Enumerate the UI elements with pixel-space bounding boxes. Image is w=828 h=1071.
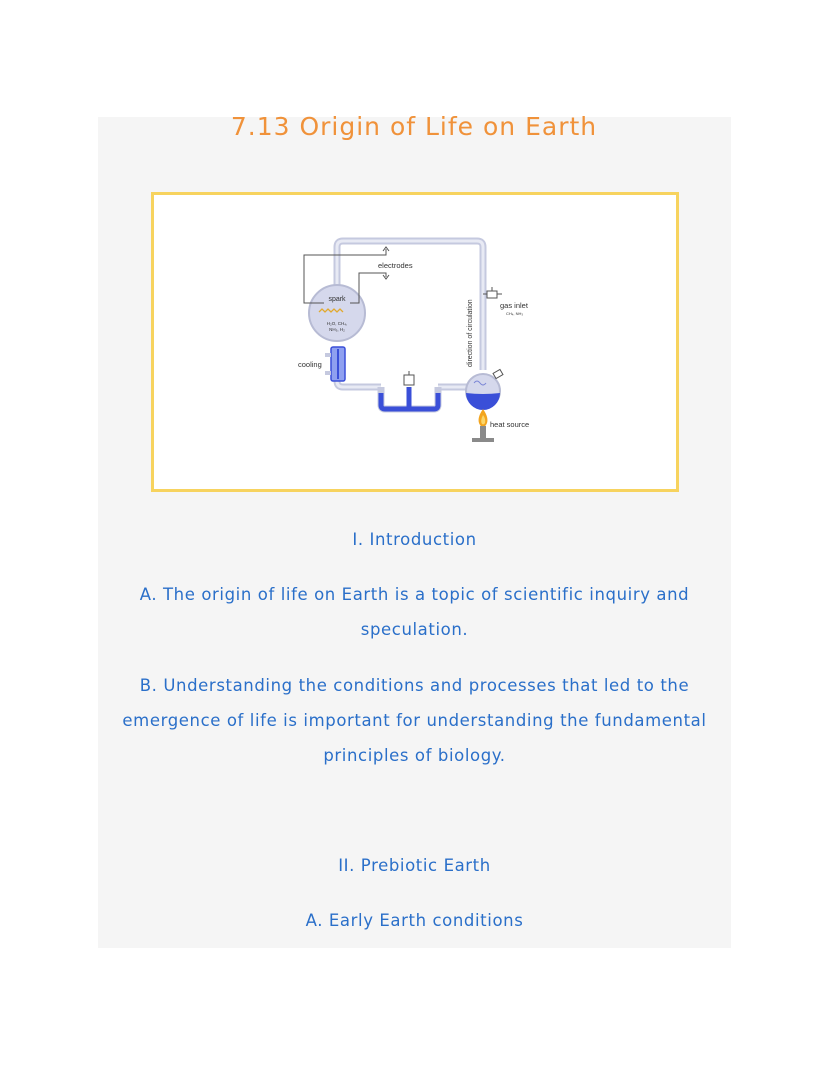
miller-urey-apparatus-diagram bbox=[154, 195, 676, 489]
intro-point-b: B. Understanding the conditions and processes that led to the emergence of life is important for understanding the fundamental principles of biology. bbox=[122, 676, 707, 765]
condenser bbox=[325, 347, 345, 381]
page-title: 7.13 Origin of Life on Earth bbox=[230, 112, 598, 141]
gases-label-2: NH₃, H₂ bbox=[329, 327, 345, 332]
spark-label: spark bbox=[328, 296, 346, 303]
circulation-label: direction of circulation bbox=[467, 299, 474, 367]
gas-inlet-label: gas inlet bbox=[500, 301, 528, 310]
gas-inlet-sub-label: CH₄, NH₃ bbox=[506, 311, 524, 316]
prebiotic-heading: II. Prebiotic Earth bbox=[338, 856, 491, 875]
heat-source-label: heat source bbox=[490, 420, 530, 429]
electrodes-label: electrodes bbox=[378, 261, 413, 270]
gases-label: H₂O, CH₄, bbox=[326, 321, 348, 326]
miller-urey-figure bbox=[151, 192, 679, 492]
u-trap bbox=[381, 371, 438, 409]
cooling-label: cooling bbox=[298, 360, 322, 369]
boiling-flask bbox=[466, 369, 503, 410]
prebiotic-point-a: A. Early Earth conditions bbox=[305, 911, 524, 930]
spark-flask bbox=[309, 285, 365, 341]
intro-point-a: A. The origin of life on Earth is a topic of scientific inquiry and speculation. bbox=[139, 585, 690, 639]
intro-heading: I. Introduction bbox=[352, 530, 477, 549]
